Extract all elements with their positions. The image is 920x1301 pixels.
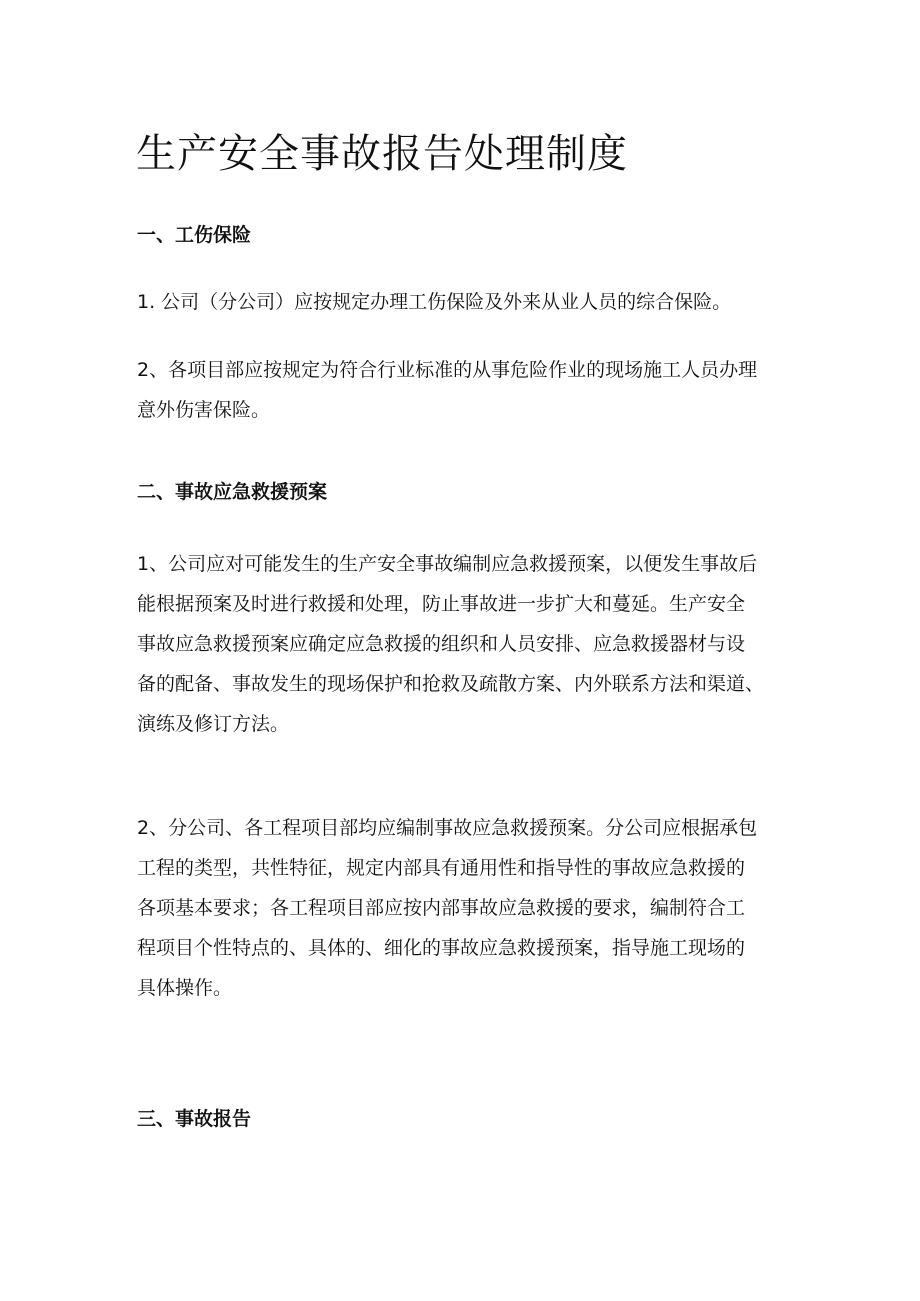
paragraph-line: 能根据预案及时进行救援和处理，防止事故进一步扩大和蔓延。生产安全 — [137, 593, 746, 615]
document-title: 生产安全事故报告处理制度 — [136, 131, 628, 177]
section-2-paragraph-1 — [137, 544, 764, 744]
paragraph-line: 2、分公司、各工程项目部均应编制事故应急救援预案。分公司应根据承包 — [137, 817, 758, 839]
paragraph-line: 1、公司应对可能发生的生产安全事故编制应急救援预案，以便发生事故后 — [137, 553, 758, 575]
paragraph-line: 事故应急救援预案应确定应急救援的组织和人员安排、应急救援器材与设 — [137, 633, 746, 655]
section-1-paragraph-1 — [137, 282, 731, 322]
paragraph-line: 程项目个性特点的、具体的、细化的事故应急救援预案，指导施工现场的 — [137, 937, 746, 959]
paragraph-line: 意外伤害保险。 — [137, 399, 271, 421]
paragraph-line: 具体操作。 — [137, 977, 233, 999]
paragraph-line: 工程的类型，共性特征，规定内部具有通用性和指导性的事故应急救援的 — [137, 857, 746, 879]
section-heading-work-injury-insurance: 一、工伤保险 — [137, 224, 252, 246]
section-1-paragraph-2 — [137, 350, 757, 430]
paragraph-line: 1. 公司（分公司）应按规定办理工伤保险及外来从业人员的综合保险。 — [137, 291, 732, 313]
paragraph-line: 备的配备、事故发生的现场保护和抢救及疏散方案、内外联系方法和渠道、 — [137, 673, 765, 695]
paragraph-line: 2、各项目部应按规定为符合行业标准的从事危险作业的现场施工人员办理 — [137, 359, 758, 381]
section-2-paragraph-2 — [137, 808, 757, 1008]
paragraph-line: 各项基本要求；各工程项目部应按内部事故应急救援的要求，编制符合工 — [137, 897, 746, 919]
paragraph-line: 演练及修订方法。 — [137, 713, 290, 735]
section-heading-accident-report: 三、事故报告 — [137, 1108, 252, 1130]
section-heading-emergency-rescue-plan: 二、事故应急救援预案 — [137, 481, 328, 503]
